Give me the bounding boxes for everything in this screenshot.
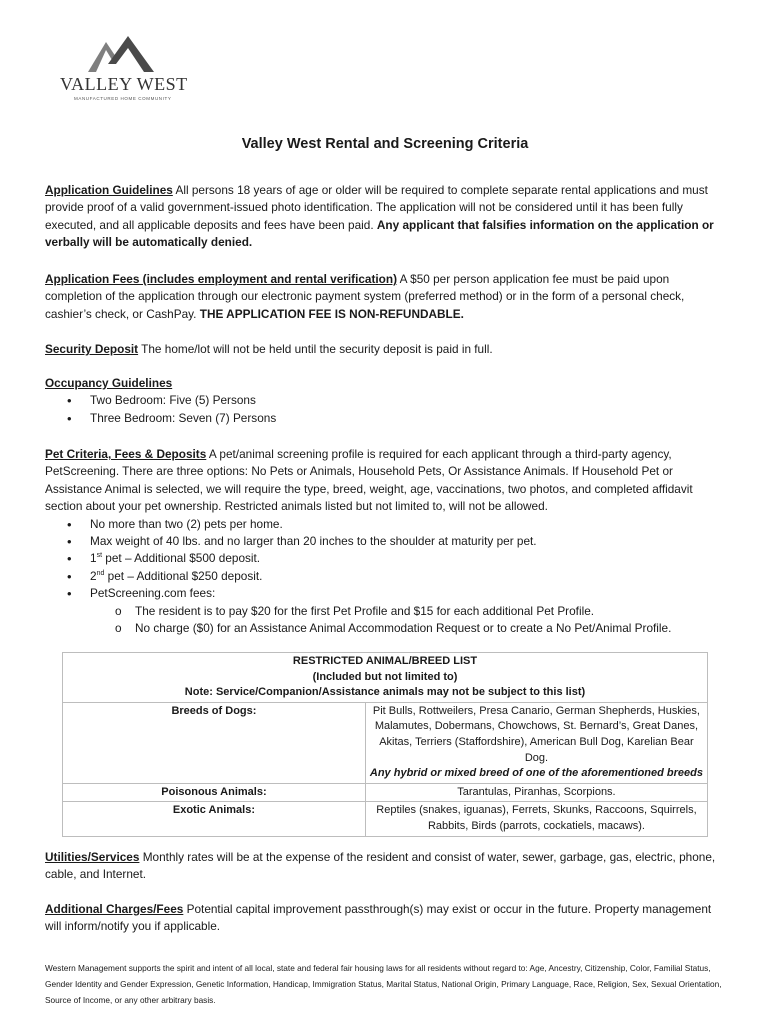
row-label: Poisonous Animals: [63,783,366,802]
list-item: • Max weight of 40 lbs. and no larger than 20 inches to the shoulder at maturity per pet. [45,533,721,550]
row-value: Reptiles (snakes, iguanas), Ferrets, Skunks, Raccoons, Squirrels, Rabbits, Birds (parrots, cockatiels, macaws). [365,802,707,836]
section-heading: Security Deposit [45,342,139,356]
row-label: Exotic Animals: [63,802,366,836]
section-text: Monthly rates will be at the expense of the resident and consist of water, sewer, garbage, gas, electric, phone, cable, and Internet. [45,850,716,882]
section-text: A pet/animal screening profile is required for each applicant through a third-party agency, PetScreening. There are three options: No Pets or Animals, Household Pets, Or Assistance Animals. If Household Pet or Assistance Animal is selected, we will require the type, breed, weight, age, vaccinations, two photos, and completed affidavit section about your pet ownership. Restricted animals listed but not limited to, will not be allowed. [45,447,693,514]
application-guidelines-section [45,182,721,252]
company-logo [56,30,186,102]
table-note: Note: Service/Companion/Assistance animals may not be subject to this list) [184,686,586,699]
security-deposit-section [45,341,721,358]
petscreening-fee-list [45,603,721,638]
fair-housing-footer: Western Management supports the spirit and intent of all local, state and federal fair housing laws for all residents without regard to: Age, Ancestry, Citizenship, Color, Familial Status, Gender Identity and Gender Expression, Genetic Information, Handicap, Immigration Status, Marital Status, National Origin, Primary Language, Race, Religion, Sex, Sexual Orientation, Source of Income, or any other arbitrary basis. [45,963,722,1005]
section-bold-text: Any applicant that falsifies information on the application or verbally will be automatically denied. [45,217,714,250]
ordinal-number: 2 [90,568,97,583]
section-heading: Application Fees (includes employment and rental verification) [45,272,398,286]
row-value [365,702,707,783]
dog-breeds-text: Pit Bulls, Rottweilers, Presa Canario, German Shepherds, Huskies, Malamutes, Dobermans, Chowchows, St. Bernard’s, Great Danes, Akitas, Terriers (Staffordshire), American Bull Dog, Karelian Bear Dog. [372,704,700,764]
table-header [63,653,708,703]
ordinal-suffix: st [96,552,103,560]
list-item: • Two Bedroom: Five (5) Persons [45,392,721,409]
pet-criteria-section [45,446,721,637]
section-heading: Utilities/Services [45,850,140,864]
table-row [63,783,708,802]
section-heading: Occupancy Guidelines [45,376,173,390]
ordinal-number: 1 [90,551,97,566]
table-subtitle: (Included but not limited to) [312,670,458,683]
list-item-text: pet – Additional $250 deposit. [104,568,263,583]
section-text: A $50 per person application fee must be paid upon completion of the application through our electronic payment system (preferred method) or in the form of a personal check, cashier’s check, or CashPay. [45,272,685,321]
page-title: Valley West Rental and Screening Criteria [241,136,529,152]
logo-name: VALLEY WEST [60,74,188,94]
hybrid-breed-note: Any hybrid or mixed breed of one of the aforementioned breeds [369,767,703,780]
section-text: Potential capital improvement passthrough(s) may exist or occur in the future. Property management will inform/notify you if applicable. [45,902,712,934]
logo-tagline: MANUFACTURED HOME COMMUNITY [74,96,172,101]
section-text: The home/lot will not be held until the security deposit is paid in full. [138,342,493,356]
list-item: • No more than two (2) pets per home. [45,516,721,533]
section-text: All persons 18 years of age or older will be required to complete separate rental applications and must provide proof of a valid government-issued photo identification. The application will not be considered until it has been fully executed, and all applicable deposits and fees have been paid. [45,183,708,232]
restricted-animal-table [62,652,708,837]
list-item: • PetScreening.com fees: [45,585,721,602]
list-item-text: pet – Additional $500 deposit. [102,551,261,566]
row-value: Tarantulas, Piranhas, Scorpions. [365,783,707,802]
sub-list-item: o No charge ($0) for an Assistance Animal Accommodation Request or to create a No Pet/Animal Profile. [45,620,721,637]
mountain-logo-icon [86,34,156,74]
sub-list-item: o The resident is to pay $20 for the first Pet Profile and $15 for each additional Pet Profile. [45,603,721,620]
list-item: • Three Bedroom: Seven (7) Persons [45,410,721,427]
section-heading: Application Guidelines [45,183,173,197]
occupancy-section [45,375,721,427]
section-bold-text: THE APPLICATION FEE IS NON-REFUNDABLE. [199,306,464,321]
list-item [45,568,721,585]
application-fees-section [45,271,721,323]
occupancy-list [45,392,721,427]
ordinal-suffix: nd [96,569,105,577]
pet-list [45,516,721,603]
additional-charges-section [45,901,721,936]
section-heading: Pet Criteria, Fees & Deposits [45,447,207,461]
section-heading: Additional Charges/Fees [45,902,184,916]
table-row [63,802,708,836]
list-item [45,550,721,567]
utilities-section [45,849,721,884]
row-label: Breeds of Dogs: [63,702,366,783]
table-row [63,702,708,783]
table-title: RESTRICTED ANIMAL/BREED LIST [292,655,478,667]
